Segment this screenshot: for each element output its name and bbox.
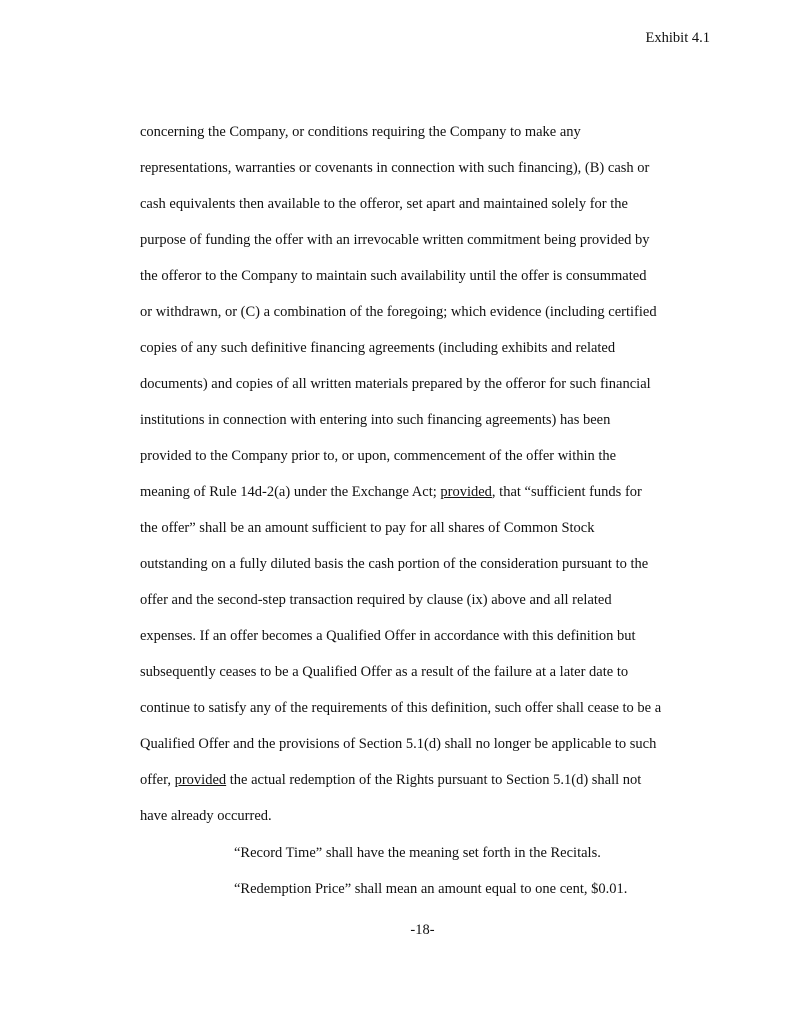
text-line: provided to the Company prior to, or upon, commencement of the offer within the [140,448,617,464]
text-line: representations, warranties or covenants in connection with such financing), (B) cash or [140,160,650,176]
underlined-term: provided [174,772,227,788]
page-number: -18- [410,922,435,938]
text-line [140,772,641,789]
text-segment: the actual redemption of the Rights pursuant to Section 5.1(d) shall not [226,772,642,788]
definition-redemption-price: “Redemption Price” shall mean an amount equal to one cent, $0.01. [234,881,628,897]
text-line: cash equivalents then available to the offeror, set apart and maintained solely for the [140,196,628,212]
text-line: outstanding on a fully diluted basis the cash portion of the consideration pursuant to the [140,556,649,572]
text-segment: offer, [140,772,175,788]
text-line: concerning the Company, or conditions requiring the Company to make any [140,124,581,140]
definition-record-time: “Record Time” shall have the meaning set forth in the Recitals. [234,845,601,861]
text-line: copies of any such definitive financing agreements (including exhibits and related [140,340,616,356]
text-line: institutions in connection with entering into such financing agreements) has been [140,412,611,428]
exhibit-label: Exhibit 4.1 [645,30,710,46]
text-line: the offeror to the Company to maintain such availability until the offer is consummated [140,268,647,284]
text-line: offer and the second-step transaction required by clause (ix) above and all related [140,592,612,608]
underlined-term: provided [440,484,492,500]
text-segment: meaning of Rule 14d-2(a) under the Exchange Act; [140,484,441,500]
text-line: Qualified Offer and the provisions of Section 5.1(d) shall no longer be applicable to such [140,736,657,752]
text-line: subsequently ceases to be a Qualified Offer as a result of the failure at a later date to [140,664,629,680]
text-line: the offer” shall be an amount sufficient to pay for all shares of Common Stock [140,520,595,536]
text-line: purpose of funding the offer with an irrevocable written commitment being provided by [140,232,650,248]
text-line: expenses. If an offer becomes a Qualified Offer in accordance with this definition but [140,628,636,644]
text-line: documents) and copies of all written materials prepared by the offeror for such financial [140,376,651,392]
text-segment: , that “sufficient funds for [491,484,642,500]
text-line: or withdrawn, or (C) a combination of the foregoing; which evidence (including certified [140,304,657,320]
text-line: have already occurred. [140,808,272,824]
text-line [140,484,642,501]
text-line: continue to satisfy any of the requirements of this definition, such offer shall cease to be a [140,700,662,716]
